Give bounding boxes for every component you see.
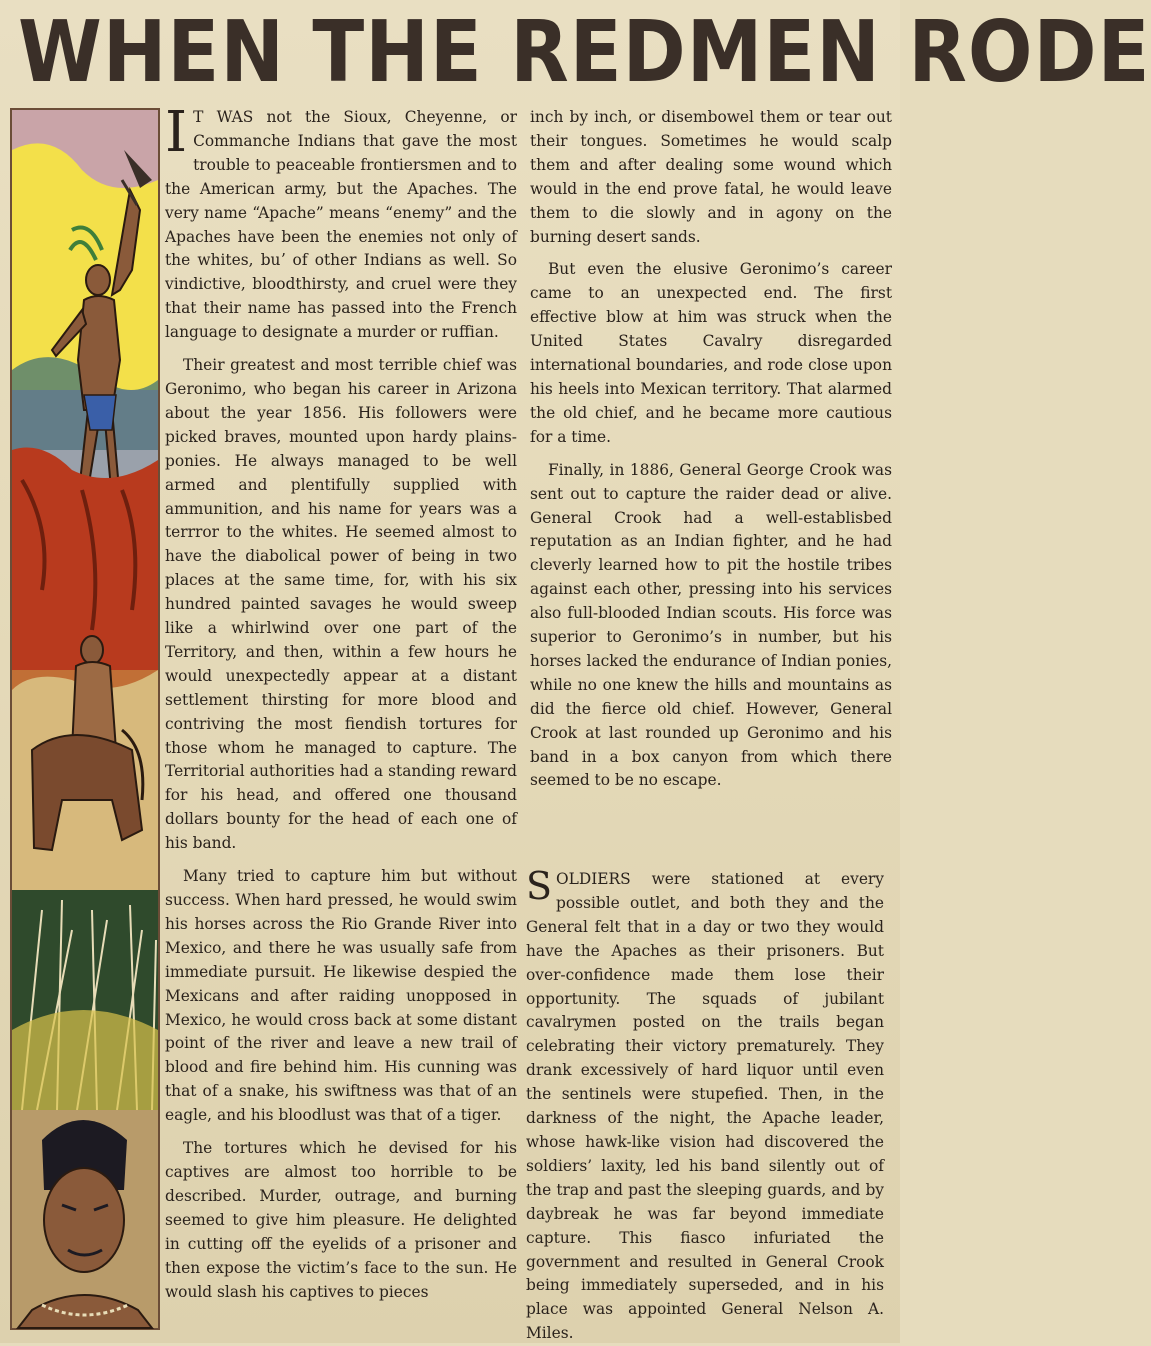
drop-cap: I [165,100,188,165]
paragraph: Their greatest and most terrible chief was Geronimo, who began his career in Arizona about the year 1856. His followers were picked braves, mounted upon hardy plains-ponies. He always managed to be well armed and plentifully supplied with ammunition, and his name for years was a terrror to the whites. He seemed almost to have the diabolical power of being in two places at the same time, for, with his six hundred painted savages he would sweep like a whirlwind over one part of the Territory, and then, within a few hours he would unexpectedly appear at a distant settlement thirsting for more blood and contriving the most fiendish tortures for those whom he managed to capture. The Territorial authorities had a standing reward for his head, and offered one thousand dollars bounty for the head of each one of his band. [165,356,517,853]
apache-illustration [10,108,160,1330]
paragraph: Finally, in 1886, General George Crook was sent out to capture the raider dead or alive. General Crook had a well-establisbed reputation as an Indian fighter, and he had cleverly learned how to pit the hostile tribes against each other, pressing into his services also full-blooded Indian scouts. His force was superior to Geronimo’s in number, but his horses lacked the endurance of Indian ponies, while no one knew the hills and mountains as did the fierce old chief. However, General Crook at last rounded up Geronimo and his band in a box canyon from which there seemed to be no escape. [530,460,892,790]
paragraph-text: OLDIERS were stationed at every possible outlet, and both they and the General felt that in a day or two they would have the Apaches as their prisoners. But over-confidence made them lose their opportunity. The squads of jubilant cavalrymen posted on the trails began celebrating their victory prematurely. They drank excessively of hard liquor until even the sentinels were stupefied. Then, in the darkness of the night, the Apache leader, whose hawk-like vision had discovered the soldiers’ laxity, led his band silently out of the trap and past the sleeping guards, and by daybreak he was far beyond immediate capture. This fiasco infuriated the government and resulted in General Crook being immediately superseded, and in his place was appointed General Nelson A. Miles. [526,870,884,1343]
paragraph [165,100,517,345]
text-column-left [165,100,517,1338]
text-column-right-lower [526,864,884,1343]
paragraph: Many tried to capture him but without success. When hard pressed, he would swim his horses across the Rio Grande River into Mexico, and there he was usually safe from immediate pursuit. He likewise despied the Mexicans and after raiding unopposed in Mexico, he would cross back at some distant point of the river and leave a new trail of blood and fire behind him. His cunning was that of a snake, his swiftness was that of an eagle, and his bloodlust was that of a tiger. [165,867,517,1125]
paragraph [526,864,884,1346]
paragraph: inch by inch, or disembowel them or tear out their tongues. Sometimes he would scalp them and after dealing some wound which would in the end prove fatal, he would leave them to die slowly and in agony on the burning desert sands. [530,108,892,246]
text-column-right-upper [530,106,892,831]
drop-cap: S [526,864,553,908]
page-title: WHEN THE REDMEN RODE [18,1,1151,102]
paragraph: But even the elusive Geronimo’s career came to an unexpected end. The first effective blow at him was struck when the United States Cavalry disregarded international boundaries, and rode close upon his heels into Mexican territory. That alarmed the old chief, and he became more cautious for a time. [530,260,892,446]
paragraph-text: T WAS not the Sioux, Cheyenne, or Commanche Indians that gave the most trouble to peaceable frontiersmen and to the American army, but the Apaches. The very name “Apache” means “enemy” and the Apaches have been the enemies not only of the whites, buʼ of other Indians as well. So vindictive, bloodthirsty, and cruel were they that their name has passed into the French language to designate a murder or ruffian. [165,108,517,342]
paragraph: The tortures which he devised for his captives are almost too horrible to be described. Murder, outrage, and burning seemed to give him pleasure. He delighted in cutting off the eyelids of a prisoner and then expose the victim’s face to the sun. He would slash his captives to pieces [165,1139,517,1301]
apache-warriors-illustration-icon [12,110,158,1328]
